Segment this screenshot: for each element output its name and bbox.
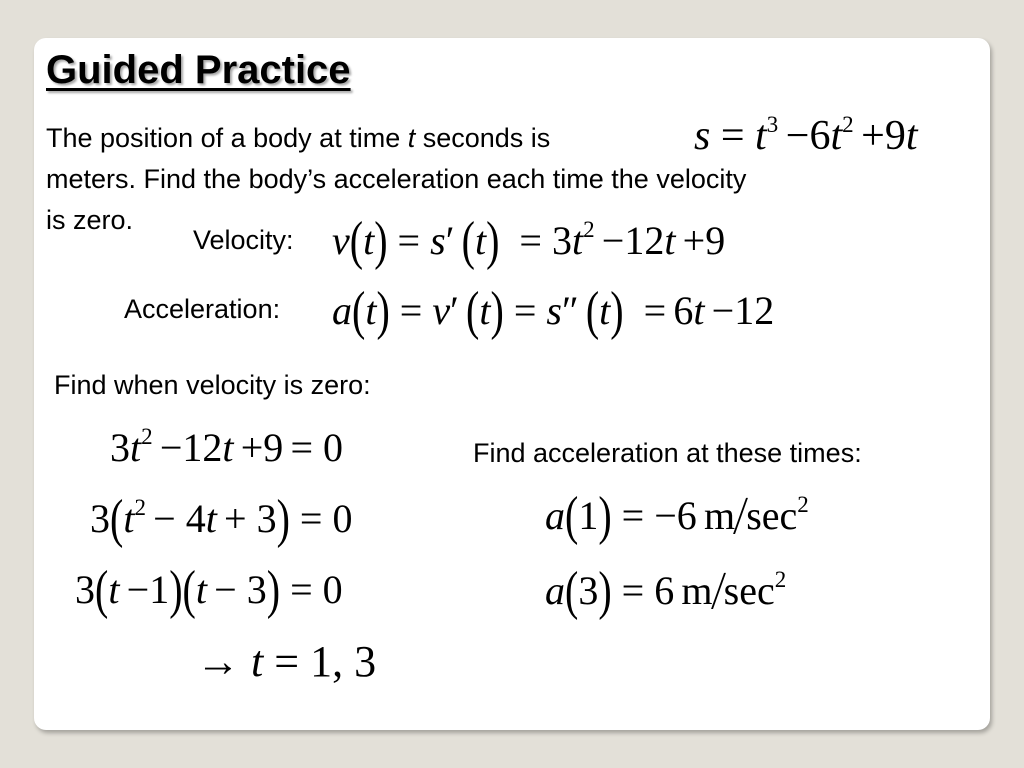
math-term: 3 [578, 568, 599, 613]
math-var: s [694, 113, 711, 159]
math-term: 3 [90, 496, 110, 541]
math-term: −12 [159, 425, 223, 470]
math-var: t [693, 288, 705, 333]
factor-step-3: 3(t −1)(t − 3) = 0 [75, 559, 343, 620]
math-var: t [205, 496, 217, 541]
math-prime: ′ [445, 218, 455, 263]
math-op: = [519, 218, 542, 263]
math-term: 3 [551, 218, 572, 263]
math-op: = [720, 113, 745, 159]
math-term: 1 [578, 493, 599, 538]
math-op: = [621, 568, 645, 613]
math-var: t [905, 113, 918, 159]
acceleration-label: Acceleration: [124, 294, 281, 324]
math-var: a [332, 288, 352, 333]
math-var: t [195, 567, 207, 612]
math-var: t [474, 218, 487, 263]
problem-text: The position of a body at time [46, 123, 408, 153]
math-var: v [332, 218, 350, 263]
math-term: +9 [240, 425, 284, 470]
variable-t: t [407, 123, 416, 153]
math-prime: ′ [450, 288, 459, 333]
math-exponent: 2 [134, 494, 146, 520]
position-equation [694, 112, 918, 160]
math-var: t [123, 496, 135, 541]
math-exponent: 2 [583, 216, 595, 242]
math-op: = [621, 493, 645, 538]
factor-step-2: $3(t^2 - 4t + 3) = 0$ [90, 488, 353, 549]
math-term: −6 [785, 113, 831, 159]
math-op: = [643, 288, 667, 333]
problem-line-1 [46, 118, 746, 159]
problem-line-2: meters. Find the body’s acceleration each time the velocity [46, 164, 747, 194]
find-acceleration-label: Find acceleration at these times: [473, 438, 862, 468]
math-term: −12 [711, 288, 775, 333]
math-var: t [599, 288, 611, 333]
math-var: t [222, 425, 234, 470]
math-term: + 3 [224, 496, 277, 541]
math-op: = [274, 637, 300, 686]
math-term: +9 [682, 218, 726, 263]
velocity-equation: v(t) = s′ $(t) = 3t^2 -12t +9$ [332, 210, 726, 271]
math-exponent: 2 [774, 566, 787, 592]
math-var: t [479, 288, 491, 333]
math-var: a [545, 568, 565, 613]
unit-meters: m [681, 568, 713, 613]
math-double-prime: ″ [561, 288, 579, 333]
factor-step-1 [110, 424, 343, 471]
math-term: +9 [861, 113, 906, 159]
math-var: t [755, 113, 767, 159]
find-velocity-zero-label: Find when velocity is zero: [54, 370, 371, 400]
math-op: = [513, 288, 537, 333]
acceleration-at-3: a(3) = 6 $m/\sec^2$ [545, 560, 787, 621]
math-var: t [130, 425, 142, 470]
slide-title: Guided Practice [46, 48, 351, 92]
math-var: t [571, 218, 584, 263]
math-exponent: 2 [141, 423, 153, 449]
math-term: 1, 3 [310, 637, 377, 686]
math-exponent: 2 [797, 491, 809, 517]
math-var: v [432, 288, 451, 333]
problem-text: seconds is [415, 123, 551, 153]
math-exponent: 2 [842, 111, 854, 137]
problem-line-3: is zero. [46, 205, 134, 235]
math-term: −6 [654, 493, 697, 538]
math-term: − 3 [214, 567, 267, 612]
acceleration-at-1: a(1) = −6 $m/\sec^2$ [545, 485, 809, 546]
math-term: = 0 [290, 425, 343, 470]
math-var: t [251, 637, 264, 686]
unit-meters: m [703, 493, 736, 538]
math-term: 6 [654, 568, 675, 613]
math-var: t [664, 218, 676, 263]
unit-seconds: sec [723, 568, 775, 613]
math-op: = [397, 218, 421, 263]
math-var: a [545, 493, 565, 538]
math-term: = 0 [299, 496, 353, 541]
math-term: −1 [126, 567, 170, 612]
math-term: 6 [673, 288, 694, 333]
math-var: t [830, 113, 843, 159]
arrow-right-icon: → [196, 637, 240, 686]
math-term: = 0 [290, 567, 343, 612]
math-term: −12 [601, 218, 665, 263]
math-term: 3 [75, 567, 95, 612]
math-var: t [365, 288, 377, 333]
math-term: − 4 [153, 496, 206, 541]
math-var: s [546, 288, 562, 333]
math-var: t [363, 218, 375, 263]
acceleration-equation: a(t) = v′ (t) = s″ (t) = 6t −12 [332, 280, 775, 341]
math-var: t [108, 567, 120, 612]
math-var: s [430, 218, 446, 263]
math-term: 3 [110, 425, 130, 470]
velocity-label: Velocity: [193, 225, 294, 255]
solution-result [196, 636, 376, 687]
unit-seconds: sec [746, 493, 798, 538]
math-exponent: 3 [766, 111, 779, 137]
math-op: = [399, 288, 423, 333]
